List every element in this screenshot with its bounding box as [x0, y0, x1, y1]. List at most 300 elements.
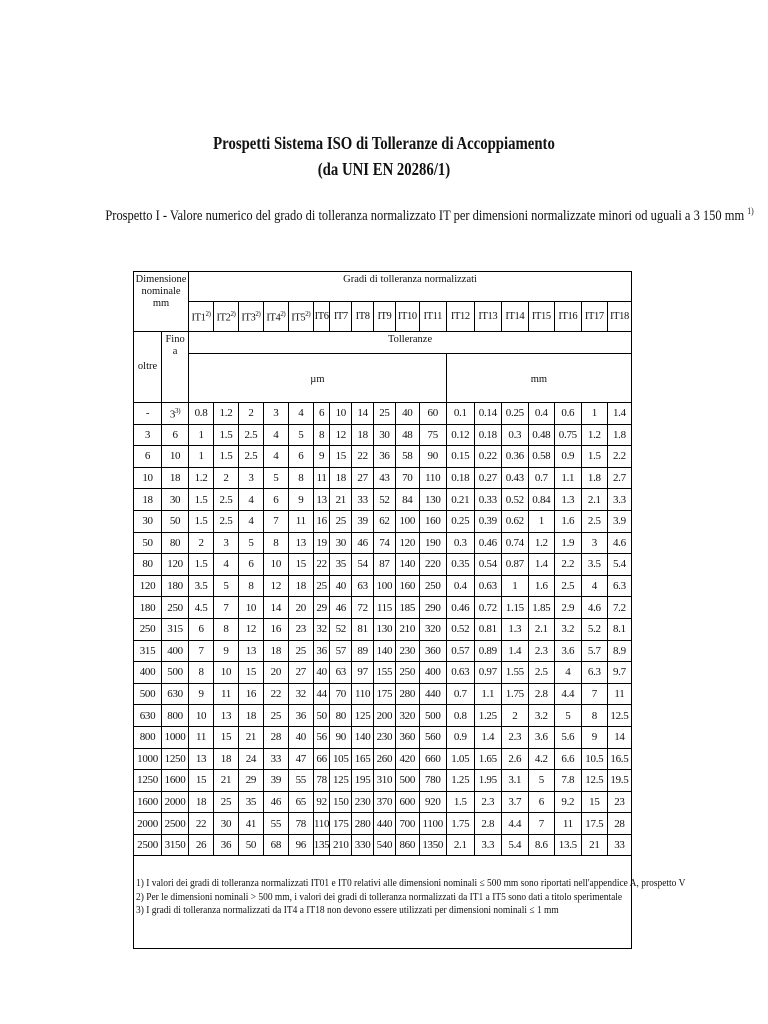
- cell-value: 2.8: [474, 813, 501, 835]
- cell-value: 22: [313, 554, 330, 576]
- cell-value: 440: [419, 683, 446, 705]
- cell-value: 140: [352, 726, 374, 748]
- cell-oltre: 250: [134, 618, 162, 640]
- cell-value: 12: [330, 424, 352, 446]
- cell-value: 6: [238, 554, 263, 576]
- cell-value: 39: [352, 510, 374, 532]
- cell-value: 2.3: [501, 726, 528, 748]
- cell-value: 0.3: [446, 532, 474, 554]
- cell-value: 4: [288, 403, 313, 425]
- cell-value: 0.36: [501, 446, 528, 468]
- cell-value: 0.9: [554, 446, 581, 468]
- cell-value: 0.81: [474, 618, 501, 640]
- cell-value: 18: [238, 705, 263, 727]
- cell-value: 15: [238, 662, 263, 684]
- cell-value: 4.4: [501, 813, 528, 835]
- grade-note-ref: 2): [230, 310, 236, 319]
- cell-value: 210: [395, 618, 419, 640]
- cell-value: 13: [189, 748, 214, 770]
- cell-value: 46: [352, 532, 374, 554]
- cell-value: 0.35: [446, 554, 474, 576]
- cell-value: 81: [352, 618, 374, 640]
- cell-value: 25: [263, 705, 288, 727]
- cell-value: 84: [395, 489, 419, 511]
- cell-value: 46: [330, 597, 352, 619]
- cell-value: 5: [214, 575, 239, 597]
- table-row: [134, 662, 632, 684]
- cell-value: 2.1: [446, 834, 474, 856]
- cell-value: 6: [288, 446, 313, 468]
- grade-label: IT7: [333, 310, 348, 322]
- cell-value: 55: [263, 813, 288, 835]
- cell-value: 110: [313, 813, 330, 835]
- cell-value: 1.5: [214, 424, 239, 446]
- cell-value: 400: [419, 662, 446, 684]
- cell-value: 90: [330, 726, 352, 748]
- cell-value: 1.4: [528, 554, 554, 576]
- cell-value: 1.1: [554, 467, 581, 489]
- cell-value: 10: [330, 403, 352, 425]
- table-row: [134, 424, 632, 446]
- cell-value: 41: [238, 813, 263, 835]
- cell-fino-value: 630: [167, 688, 183, 701]
- cell-value: 18: [189, 791, 214, 813]
- cell-value: 3: [214, 532, 239, 554]
- cell-value: 500: [419, 705, 446, 727]
- table-row: [134, 834, 632, 856]
- grade-note-ref: 2): [205, 310, 211, 319]
- grade-label: IT2: [216, 312, 231, 324]
- table-row: [134, 791, 632, 813]
- cell-value: 1.75: [446, 813, 474, 835]
- cell-fino: [162, 489, 189, 511]
- cell-value: 5.7: [581, 640, 607, 662]
- cell-value: 3.3: [474, 834, 501, 856]
- grade-label: IT10: [397, 310, 417, 322]
- cell-value: 220: [419, 554, 446, 576]
- cell-fino-value: 18: [169, 472, 181, 485]
- cell-value: 0.6: [554, 403, 581, 425]
- cell-fino: [162, 813, 189, 835]
- cell-value: 6: [313, 403, 330, 425]
- cell-value: 1.05: [446, 748, 474, 770]
- cell-fino-value: 3150: [164, 839, 186, 852]
- cell-value: 1.5: [581, 446, 607, 468]
- cell-value: 0.54: [474, 554, 501, 576]
- cell-value: 0.75: [554, 424, 581, 446]
- cell-value: 1.2: [581, 424, 607, 446]
- cell-value: 14: [607, 726, 631, 748]
- cell-value: 7: [528, 813, 554, 835]
- cell-value: 3.9: [607, 510, 631, 532]
- cell-value: 66: [313, 748, 330, 770]
- cell-value: 0.84: [528, 489, 554, 511]
- cell-value: 13.5: [554, 834, 581, 856]
- cell-value: 13: [313, 489, 330, 511]
- cell-fino: [162, 467, 189, 489]
- cell-value: 11: [607, 683, 631, 705]
- cell-value: 2.7: [607, 467, 631, 489]
- cell-value: 13: [214, 705, 239, 727]
- cell-value: 780: [419, 770, 446, 792]
- cell-oltre: 1000: [134, 748, 162, 770]
- col-oltre: oltre: [134, 332, 162, 403]
- grade-label: IT6: [314, 310, 329, 322]
- cell-value: 280: [395, 683, 419, 705]
- cell-value: 97: [352, 662, 374, 684]
- cell-value: 9: [189, 683, 214, 705]
- cell-value: 1.1: [474, 683, 501, 705]
- cell-value: 40: [330, 575, 352, 597]
- cell-value: 33: [352, 489, 374, 511]
- grade-label: IT16: [558, 310, 578, 322]
- cell-value: 48: [395, 424, 419, 446]
- cell-value: 2: [501, 705, 528, 727]
- table-caption-text: Prospetto I - Valore numerico del grado di tolleranza normalizzato IT per dimensioni normalizzate minori od uguali a 3 150 mm: [105, 207, 745, 224]
- cell-value: 18: [263, 640, 288, 662]
- footnote-2: 2) Per le dimensioni nominali > 500 mm, i valori dei gradi di tolleranza normalizzati da IT1 a IT5 sono dati a titolo sperimentale: [136, 891, 623, 903]
- cell-oltre: 50: [134, 532, 162, 554]
- cell-value: 6: [528, 791, 554, 813]
- cell-value: 0.97: [474, 662, 501, 684]
- cell-value: 600: [395, 791, 419, 813]
- cell-oltre: 1250: [134, 770, 162, 792]
- cell-value: 130: [374, 618, 396, 640]
- cell-value: 175: [374, 683, 396, 705]
- cell-value: 16: [263, 618, 288, 640]
- cell-value: 6: [189, 618, 214, 640]
- cell-value: 1.4: [501, 640, 528, 662]
- cell-value: 370: [374, 791, 396, 813]
- cell-value: 12: [263, 575, 288, 597]
- cell-oltre: 120: [134, 575, 162, 597]
- cell-value: 74: [374, 532, 396, 554]
- table-row: [134, 467, 632, 489]
- cell-value: 105: [330, 748, 352, 770]
- cell-value: 3: [581, 532, 607, 554]
- cell-value: 1.6: [528, 575, 554, 597]
- cell-value: 135: [313, 834, 330, 856]
- grade-header-it12: [446, 302, 474, 332]
- cell-value: 165: [352, 748, 374, 770]
- cell-value: 0.62: [501, 510, 528, 532]
- cell-value: 0.46: [474, 532, 501, 554]
- table-row: [134, 770, 632, 792]
- cell-value: 260: [374, 748, 396, 770]
- cell-value: 6.3: [581, 662, 607, 684]
- cell-fino: [162, 640, 189, 662]
- cell-value: 27: [288, 662, 313, 684]
- cell-value: 175: [330, 813, 352, 835]
- cell-value: 2: [189, 532, 214, 554]
- cell-value: 20: [288, 597, 313, 619]
- cell-value: 0.48: [528, 424, 554, 446]
- table-row: [134, 813, 632, 835]
- cell-oltre: 180: [134, 597, 162, 619]
- cell-value: 11: [554, 813, 581, 835]
- cell-fino-value: 1600: [164, 774, 186, 787]
- cell-value: 1.2: [214, 403, 239, 425]
- cell-value: 0.3: [501, 424, 528, 446]
- cell-value: 30: [374, 424, 396, 446]
- cell-value: 660: [419, 748, 446, 770]
- cell-value: 17.5: [581, 813, 607, 835]
- cell-value: 0.72: [474, 597, 501, 619]
- cell-value: 320: [395, 705, 419, 727]
- cell-value: 230: [352, 791, 374, 813]
- cell-value: 0.1: [446, 403, 474, 425]
- grade-header-row: [134, 302, 632, 332]
- cell-fino-value: 30: [169, 493, 181, 506]
- cell-value: 96: [288, 834, 313, 856]
- cell-value: 920: [419, 791, 446, 813]
- cell-value: 0.52: [501, 489, 528, 511]
- cell-value: 32: [313, 618, 330, 640]
- cell-value: 1.15: [501, 597, 528, 619]
- cell-value: 15: [214, 726, 239, 748]
- cell-value: 2.5: [581, 510, 607, 532]
- cell-value: 2.1: [581, 489, 607, 511]
- cell-oltre: -: [134, 403, 162, 425]
- table-row: [134, 683, 632, 705]
- cell-value: 12: [238, 618, 263, 640]
- cell-value: 21: [238, 726, 263, 748]
- cell-value: 36: [288, 705, 313, 727]
- grade-label: IT18: [610, 310, 629, 322]
- cell-fino-value: 500: [167, 666, 183, 679]
- cell-value: 15: [330, 446, 352, 468]
- cell-value: 28: [607, 813, 631, 835]
- cell-value: 11: [288, 510, 313, 532]
- cell-value: 30: [330, 532, 352, 554]
- cell-value: 1.75: [501, 683, 528, 705]
- cell-value: 46: [263, 791, 288, 813]
- cell-value: 19: [313, 532, 330, 554]
- cell-value: 120: [395, 532, 419, 554]
- cell-value: 2.5: [238, 424, 263, 446]
- cell-value: 5.4: [501, 834, 528, 856]
- cell-value: 8: [581, 705, 607, 727]
- cell-value: 560: [419, 726, 446, 748]
- cell-value: 1.25: [474, 705, 501, 727]
- cell-value: 4.4: [554, 683, 581, 705]
- cell-fino: [162, 683, 189, 705]
- cell-fino: [162, 834, 189, 856]
- cell-value: 10: [214, 662, 239, 684]
- cell-value: 280: [352, 813, 374, 835]
- cell-value: 12.5: [581, 770, 607, 792]
- cell-value: 27: [352, 467, 374, 489]
- cell-value: 55: [288, 770, 313, 792]
- cell-value: 18: [330, 467, 352, 489]
- cell-value: 57: [330, 640, 352, 662]
- cell-value: 190: [419, 532, 446, 554]
- cell-value: 1.5: [214, 446, 239, 468]
- cell-value: 21: [581, 834, 607, 856]
- cell-value: 8: [189, 662, 214, 684]
- cell-value: 50: [238, 834, 263, 856]
- grade-label: IT14: [505, 310, 525, 322]
- cell-value: 4: [581, 575, 607, 597]
- cell-value: 2.2: [554, 554, 581, 576]
- cell-value: 330: [352, 834, 374, 856]
- table-row: [134, 640, 632, 662]
- cell-value: 40: [288, 726, 313, 748]
- grade-header-it15: [528, 302, 554, 332]
- cell-value: 0.33: [474, 489, 501, 511]
- cell-value: 28: [263, 726, 288, 748]
- cell-fino-value: 1000: [164, 731, 186, 744]
- table-row: [134, 403, 632, 425]
- cell-value: 50: [313, 705, 330, 727]
- cell-value: 36: [313, 640, 330, 662]
- cell-value: 310: [374, 770, 396, 792]
- cell-value: 60: [419, 403, 446, 425]
- grade-header-it1: [189, 302, 214, 332]
- dimension-header: [134, 272, 189, 332]
- tolerance-table: [133, 271, 632, 856]
- cell-value: 36: [374, 446, 396, 468]
- grade-header-it7: [330, 302, 352, 332]
- cell-fino-value: 2000: [164, 795, 186, 808]
- cell-oltre: 500: [134, 683, 162, 705]
- cell-fino-value: 6: [172, 428, 178, 441]
- grade-header-it13: [474, 302, 501, 332]
- cell-value: 4.6: [581, 597, 607, 619]
- cell-value: 5: [263, 467, 288, 489]
- cell-value: 1.5: [189, 510, 214, 532]
- cell-value: 360: [419, 640, 446, 662]
- cell-value: 0.46: [446, 597, 474, 619]
- grade-header-it8: [352, 302, 374, 332]
- cell-value: 3.6: [528, 726, 554, 748]
- cell-value: 32: [288, 683, 313, 705]
- grade-label: IT12: [450, 310, 470, 322]
- cell-value: 540: [374, 834, 396, 856]
- cell-value: 4.2: [528, 748, 554, 770]
- grade-label: IT17: [584, 310, 604, 322]
- cell-value: 23: [607, 791, 631, 813]
- cell-fino-value: 1250: [164, 752, 186, 765]
- cell-value: 860: [395, 834, 419, 856]
- cell-value: 8.9: [607, 640, 631, 662]
- cell-value: 0.8: [189, 403, 214, 425]
- cell-value: 70: [330, 683, 352, 705]
- grade-label: IT1: [191, 312, 206, 324]
- cell-oltre: 800: [134, 726, 162, 748]
- cell-value: 1.4: [474, 726, 501, 748]
- cell-value: 54: [352, 554, 374, 576]
- cell-value: 40: [395, 403, 419, 425]
- cell-value: 35: [330, 554, 352, 576]
- cell-value: 52: [374, 489, 396, 511]
- cell-value: 7: [263, 510, 288, 532]
- cell-oltre: 18: [134, 489, 162, 511]
- cell-fino: [162, 403, 189, 425]
- cell-value: 0.63: [446, 662, 474, 684]
- cell-value: 20: [263, 662, 288, 684]
- cell-value: 0.7: [528, 467, 554, 489]
- cell-value: 13: [238, 640, 263, 662]
- grade-header-it14: [501, 302, 528, 332]
- cell-value: 0.25: [446, 510, 474, 532]
- cell-fino-value: 3: [169, 409, 176, 422]
- grade-header-it17: [581, 302, 607, 332]
- cell-fino-note-ref: 3): [175, 407, 181, 416]
- grade-header-it5: [288, 302, 313, 332]
- cell-value: 44: [313, 683, 330, 705]
- cell-value: 4.6: [607, 532, 631, 554]
- cell-fino-value: 80: [169, 536, 181, 549]
- cell-oltre: 400: [134, 662, 162, 684]
- footnote-1: 1) I valori dei gradi di tolleranza normalizzati IT01 e IT0 relativi alle dimensioni nominali ≤ 500 mm sono riportati nell'appendice A, prospetto V: [136, 878, 686, 889]
- cell-value: 0.14: [474, 403, 501, 425]
- cell-value: 1.65: [474, 748, 501, 770]
- cell-value: 250: [395, 662, 419, 684]
- cell-value: 8: [214, 618, 239, 640]
- cell-value: 2.8: [528, 683, 554, 705]
- table-row: [134, 726, 632, 748]
- cell-value: 65: [288, 791, 313, 813]
- cell-value: 68: [263, 834, 288, 856]
- table-row: [134, 489, 632, 511]
- table-row: [134, 705, 632, 727]
- cell-value: 33: [263, 748, 288, 770]
- cell-value: 3.7: [501, 791, 528, 813]
- cell-value: 39: [263, 770, 288, 792]
- cell-value: 10: [238, 597, 263, 619]
- cell-value: 1.5: [189, 554, 214, 576]
- cell-value: 6: [263, 489, 288, 511]
- cell-value: 8.1: [607, 618, 631, 640]
- cell-value: 110: [419, 467, 446, 489]
- cell-value: 3.2: [528, 705, 554, 727]
- cell-value: 1.3: [554, 489, 581, 511]
- cell-value: 3.5: [581, 554, 607, 576]
- cell-oltre: 10: [134, 467, 162, 489]
- cell-value: 5: [288, 424, 313, 446]
- cell-value: 0.8: [446, 705, 474, 727]
- cell-oltre: 30: [134, 510, 162, 532]
- cell-value: 29: [238, 770, 263, 792]
- cell-value: 5.2: [581, 618, 607, 640]
- cell-value: 130: [419, 489, 446, 511]
- cell-fino: [162, 446, 189, 468]
- cell-value: 9.7: [607, 662, 631, 684]
- cell-value: 2.1: [528, 618, 554, 640]
- footnote-3: 3) I gradi di tolleranza normalizzati da IT4 a IT18 non devono essere utilizzati per dimensioni nominali ≤ 1 mm: [136, 905, 559, 916]
- grade-label: IT5: [291, 312, 306, 324]
- cell-value: 3: [238, 467, 263, 489]
- table-row: [134, 554, 632, 576]
- cell-value: 1: [189, 446, 214, 468]
- cell-value: 18: [288, 575, 313, 597]
- cell-value: 8: [313, 424, 330, 446]
- cell-oltre: 315: [134, 640, 162, 662]
- table-caption: [105, 206, 754, 225]
- cell-fino-value: 50: [169, 515, 181, 528]
- cell-value: 1: [581, 403, 607, 425]
- cell-value: 8: [238, 575, 263, 597]
- cell-value: 11: [214, 683, 239, 705]
- cell-value: 16.5: [607, 748, 631, 770]
- cell-value: 15: [288, 554, 313, 576]
- cell-value: 25: [374, 403, 396, 425]
- cell-value: 5: [554, 705, 581, 727]
- cell-value: 0.15: [446, 446, 474, 468]
- cell-value: 0.4: [446, 575, 474, 597]
- cell-value: 290: [419, 597, 446, 619]
